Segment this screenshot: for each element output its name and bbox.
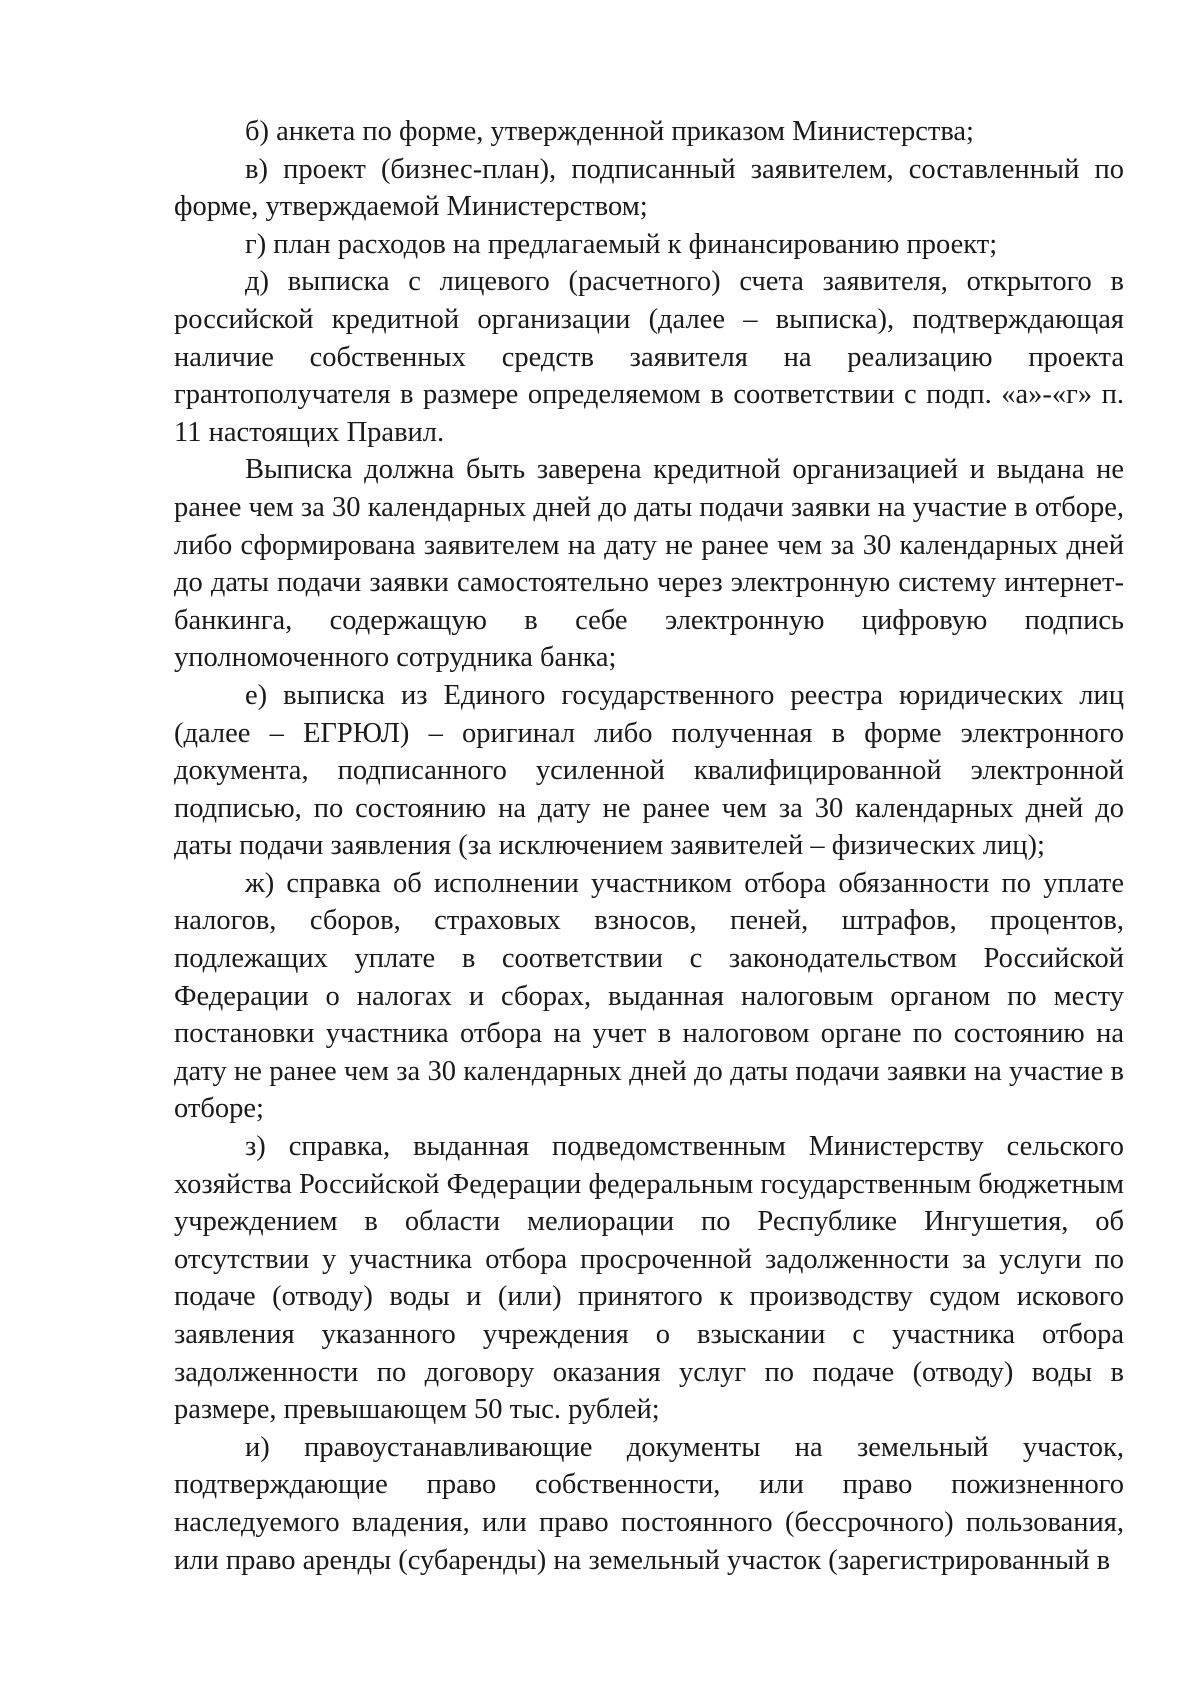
item-e-paragraph: е) выписка из Единого государственного реестра юридических лиц (далее – ЕГРЮЛ) – оригинал либо полученная в форме электронного документа, подписанного усиленной квалифицированной электронной подписью, по состоянию на дату не ранее чем за 30 календарных дней до даты подачи заявления (за исключением заявителей – физических лиц); — [174, 679, 1124, 862]
item-zh-paragraph: ж) справка об исполнении участником отбора обязанности по уплате налогов, сборов, страховых взносов, пеней, штрафов, процентов, подлежащих уплате в соответствии с законодательством Российской Федерации о налогах и сборах, выданная налоговым органом по месту постановки участника отбора на учет в налоговом органе по состоянию на дату не ранее чем за 30 календарных дней до даты подачи заявки на участие в отборе; — [174, 867, 1124, 1125]
item-v-paragraph: в) проект (бизнес-план), подписанный заявителем, составленный по форме, утверждаемой Министерством; — [174, 153, 1124, 223]
document-page — [174, 113, 1124, 1579]
item-d-paragraph: д) выписка с лицевого (расчетного) счета заявителя, открытого в российской кредитной организации (далее – выписка), подтверждающая наличие собственных средств заявителя на реализацию проекта грантополучателя в размере определяемом в соответствии с подп. «а»-«г» п. 11 настоящих Правил. — [174, 266, 1124, 448]
item-i-paragraph: и) правоустанавливающие документы на земельный участок, подтверждающие право собственности, или право пожизненного наследуемого владения, или право постоянного (бессрочного) пользования, или право аренды (субаренды) на земельный участок (зарегистрированный в — [174, 1431, 1124, 1576]
statement-requirements-paragraph: Выписка должна быть заверена кредитной организацией и выдана не ранее чем за 30 календарных дней до даты подачи заявки на участие в отборе, либо сформирована заявителем на дату не ранее чем за 30 календарных дней до даты подачи заявки самостоятельно через электронную систему интернет-банкинга, содержащую в себе электронную цифровую подпись уполномоченного сотрудника банка; — [174, 454, 1124, 674]
item-b-paragraph: б) анкета по форме, утвержденной приказом Министерства; — [245, 116, 974, 147]
item-g-paragraph: г) план расходов на предлагаемый к финансированию проект; — [245, 228, 998, 260]
item-z-paragraph: з) справка, выданная подведомственным Министерству сельского хозяйства Российской Федерации федеральным государственным бюджетным учреждением в области мелиорации по Республике Ингушетия, об отсутствии у участника отбора просроченной задолженности за услуги по подаче (отводу) воды и (или) принятого к производству судом искового заявления указанного учреждения о взыскании с участника отбора задолженности по договору оказания услуг по подаче (отводу) воды в размере, превышающем 50 тыс. рублей; — [174, 1131, 1124, 1426]
